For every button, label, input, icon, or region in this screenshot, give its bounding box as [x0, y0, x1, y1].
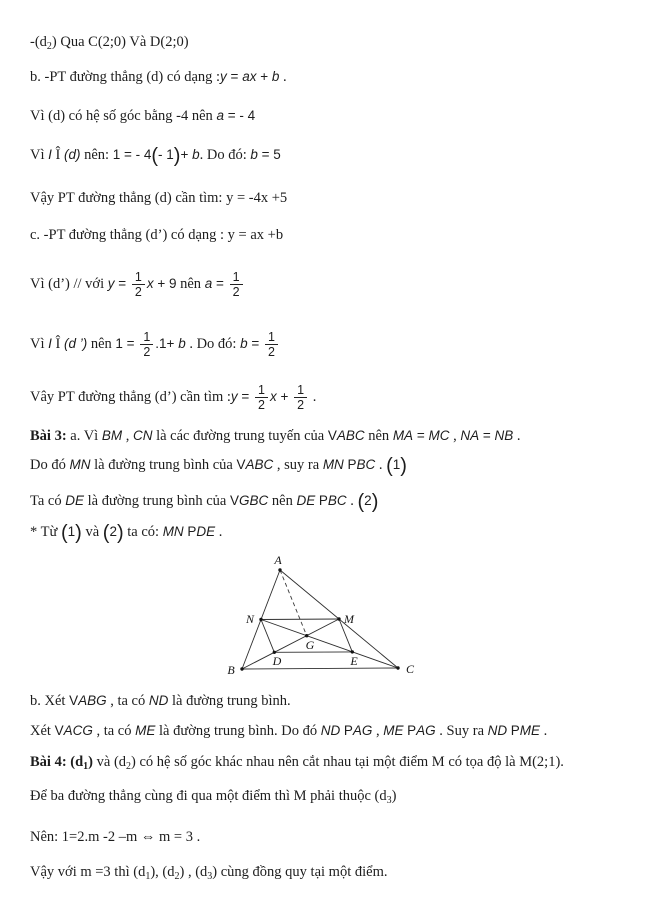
- text-run: DE: [65, 493, 84, 508]
- text-run: P: [343, 723, 353, 738]
- text-run: ): [75, 522, 82, 544]
- text-run: .: [540, 723, 548, 739]
- text-run: I: [48, 336, 52, 352]
- text-run: +: [276, 389, 293, 405]
- text-run: P: [318, 493, 328, 508]
- text-run: Để ba đường thẳng cùng đi qua một điểm thì M phải thuộc (d: [30, 788, 387, 804]
- text-run: MN: [322, 457, 344, 472]
- text-run: ME: [519, 723, 541, 738]
- text-run: . Suy ra: [435, 723, 488, 739]
- figure-label-A: A: [274, 553, 282, 567]
- text-run: ND: [487, 723, 508, 738]
- text-run: P: [510, 723, 520, 738]
- text-run: 1: [67, 524, 76, 539]
- text-run: Vì (d) có hệ số góc bằng -4 nên: [30, 108, 217, 124]
- text-run: ,: [449, 428, 461, 444]
- point-B: [240, 667, 243, 670]
- text-run: MC: [428, 428, 450, 443]
- text-run: ,: [122, 428, 133, 444]
- text-run: b: [240, 336, 248, 352]
- text-run: MA: [392, 428, 414, 443]
- text-run: a: [204, 276, 213, 292]
- line-bai3-a: [30, 427, 521, 445]
- text-run: 2: [126, 761, 132, 772]
- text-run: = - 4: [223, 108, 256, 123]
- line-vay-pt-d-prime: [30, 383, 316, 413]
- point-M: [337, 617, 340, 620]
- text-run: ME: [383, 723, 404, 738]
- line-vay-voi-m-3: [30, 863, 387, 884]
- text-run: nên: [87, 336, 116, 353]
- fraction: $\frac{1}{2}$: [265, 330, 278, 360]
- text-run: , suy ra: [273, 457, 323, 473]
- text-run: c. -PT đường thẳng (d’) có dạng : y = ax +b: [30, 227, 284, 243]
- fraction: $\frac{1}{2}$: [294, 383, 307, 413]
- text-run: ): [371, 491, 379, 513]
- text-run: Î: [51, 336, 64, 353]
- line-nen-m-bang-3: [30, 828, 200, 846]
- text-run: +: [256, 69, 272, 84]
- text-run: .: [513, 428, 521, 444]
- line-c-pt-duong-thang-d-prime: [30, 226, 283, 244]
- text-run: Î: [51, 147, 64, 163]
- text-run: là đường trung bình.: [168, 693, 291, 709]
- text-run: và (d: [93, 754, 127, 770]
- text-run: MN: [162, 524, 184, 539]
- text-run: nên: [176, 276, 205, 293]
- text-run: V: [327, 428, 337, 443]
- text-run: ta có:: [123, 524, 163, 540]
- text-run: Vì: [30, 336, 49, 353]
- text-run: Xét: [30, 723, 55, 739]
- text-run: , ta có: [106, 693, 149, 709]
- text-run: ABG: [78, 693, 107, 708]
- text-run: b: [192, 147, 200, 162]
- fraction: $\frac{1}{2}$: [255, 383, 268, 413]
- text-run: V: [236, 457, 246, 472]
- text-run: nên: [364, 428, 393, 444]
- text-run: là đường trung bình của: [83, 493, 230, 509]
- text-run: V: [54, 723, 64, 738]
- text-run: Ta có: [30, 493, 66, 509]
- text-run: x: [270, 389, 277, 405]
- text-run: a: [216, 108, 224, 123]
- text-run: ) , (d: [179, 864, 208, 880]
- text-run: Vì: [30, 147, 49, 163]
- line-b-xet-abg: [30, 692, 291, 710]
- text-run: .: [215, 524, 223, 540]
- text-run: b: [271, 69, 280, 84]
- figure-label-N: N: [245, 612, 255, 626]
- line-d2-points: [30, 33, 189, 54]
- text-run: ABC: [336, 428, 365, 443]
- text-run: DE: [296, 493, 316, 508]
- text-run: ND: [320, 723, 341, 738]
- text-run: . Do đó:: [185, 336, 241, 353]
- text-run: 1: [392, 457, 401, 472]
- text-run: =: [413, 428, 429, 443]
- edge-BC: [242, 668, 398, 669]
- line-bai4: [30, 753, 564, 774]
- text-run: ) Qua C(2;0) Và D(2;0): [51, 34, 189, 50]
- figure-label-M: M: [344, 612, 354, 626]
- text-run: ) cùng đồng quy tại một điểm.: [212, 864, 388, 880]
- text-run: ), (d: [150, 864, 175, 880]
- text-run: =: [114, 276, 130, 292]
- text-run: x: [146, 276, 154, 292]
- text-run: V: [229, 493, 239, 508]
- text-run: . Do đó:: [199, 147, 251, 163]
- text-run: (d): [63, 147, 81, 162]
- text-run: + 9: [153, 276, 177, 292]
- edge-ND: [261, 620, 274, 653]
- point-G: [305, 634, 308, 637]
- text-run: là đường trung bình của: [90, 457, 237, 473]
- text-run: Vậy PT đường thẳng (d) cần tìm: y = -4x +5: [30, 190, 288, 206]
- text-run: .: [346, 493, 358, 509]
- line-he-so-goc: [30, 107, 255, 125]
- text-run: ): [88, 754, 94, 770]
- text-run: Nên: 1=2.m -2 –m ⇔ m = 3 .: [30, 829, 201, 845]
- text-run: =: [237, 389, 254, 405]
- line-i-thuoc-d-prime: [30, 330, 280, 360]
- point-N: [259, 618, 262, 621]
- text-run: y: [107, 276, 115, 292]
- text-run: 2: [364, 493, 372, 508]
- text-run: ) có hệ số góc khác nhau nên cắt nhau tại một điểm M có tọa độ là M(2;1).: [131, 754, 564, 770]
- line-tu-1-va-2: [30, 523, 222, 543]
- text-run: ): [400, 455, 407, 477]
- text-run: 3: [207, 871, 213, 882]
- text-run: Bài 4: (d: [30, 754, 84, 770]
- text-run: (: [357, 491, 365, 513]
- text-run: ND: [148, 693, 169, 708]
- text-run: b. Xét: [30, 693, 70, 709]
- text-run: ax: [242, 69, 257, 84]
- line-d-prime-song-song: [30, 270, 245, 300]
- fraction: $\frac{1}{2}$: [140, 330, 153, 360]
- text-run: (: [60, 522, 68, 544]
- line-xet-acg: [30, 722, 547, 740]
- line-b-pt-duong-thang-d: [30, 68, 287, 86]
- text-run: (: [151, 145, 159, 167]
- geometry-figure-container: [222, 553, 422, 688]
- figure-label-B: B: [227, 663, 235, 677]
- text-run: ,: [372, 723, 384, 739]
- text-run: Vậy với m =3 thì (d: [30, 864, 146, 880]
- text-run: 2: [46, 41, 52, 52]
- fraction: $\frac{1}{2}$: [230, 270, 243, 300]
- text-run: ACG: [63, 723, 93, 738]
- text-run: nên: [268, 493, 297, 509]
- edge-AG-dashed: [280, 570, 307, 636]
- text-run: I: [48, 147, 52, 162]
- line-do-do-mn: [30, 456, 407, 476]
- text-run: =: [479, 428, 495, 443]
- text-run: P: [347, 457, 357, 472]
- figure-label-G: G: [305, 638, 315, 652]
- text-run: (: [102, 522, 110, 544]
- text-run: 2: [109, 524, 117, 539]
- text-run: * Từ: [30, 524, 61, 540]
- text-run: b. -PT đường thẳng (d) có dạng :: [30, 69, 221, 85]
- text-run: Vây PT đường thẳng (d’) cần tìm :: [30, 389, 231, 406]
- text-run: Bài 3:: [30, 428, 67, 444]
- text-run: Do đó: [30, 457, 70, 473]
- fraction: $\frac{1}{2}$: [132, 270, 145, 300]
- text-run: = 5: [257, 147, 281, 162]
- text-run: GBC: [239, 493, 269, 508]
- text-run: NB: [494, 428, 514, 443]
- text-run: =: [226, 69, 243, 84]
- text-run: y: [220, 69, 227, 84]
- text-run: +: [180, 147, 193, 162]
- text-run: 2: [174, 871, 180, 882]
- text-run: ): [116, 522, 124, 544]
- text-run: =: [247, 336, 263, 352]
- point-A: [278, 568, 281, 571]
- text-run: BC: [327, 493, 347, 508]
- line-i-thuoc-d: [30, 146, 281, 166]
- text-run: P: [187, 524, 197, 539]
- text-run: NA: [460, 428, 480, 443]
- text-run: 1 = - 4: [112, 147, 152, 162]
- text-run: AG: [352, 723, 373, 738]
- text-run: =: [212, 276, 228, 292]
- text-run: .1+: [155, 336, 179, 352]
- text-run: .: [375, 457, 387, 473]
- edge-CN-median: [261, 620, 398, 669]
- text-run: DE: [196, 524, 216, 539]
- text-run: a. Vì: [66, 428, 102, 444]
- text-run: - 1: [158, 147, 174, 162]
- text-run: -(d: [30, 34, 47, 50]
- text-run: .: [309, 389, 317, 406]
- text-run: nên:: [80, 147, 113, 163]
- text-run: là đường trung bình. Do đó: [155, 723, 321, 739]
- text-run: , ta có: [92, 723, 136, 739]
- edge-BM-median: [242, 619, 339, 669]
- line-ta-co-de: [30, 492, 378, 512]
- text-run: và: [81, 524, 103, 540]
- text-run: MN: [69, 457, 91, 472]
- figure-label-C: C: [405, 662, 415, 676]
- text-run: Vì (d’) // với: [30, 276, 108, 293]
- text-run: (d ’): [63, 336, 88, 352]
- text-run: là các đường trung tuyến của: [152, 428, 328, 444]
- text-run: V: [69, 693, 79, 708]
- text-run: ABC: [245, 457, 274, 472]
- text-run: 3: [386, 795, 392, 806]
- text-run: (: [386, 455, 393, 477]
- text-run: y: [230, 389, 238, 405]
- text-run: b: [250, 147, 258, 162]
- text-run: .: [279, 69, 287, 85]
- text-run: ): [173, 145, 181, 167]
- geometry-figure: [222, 553, 422, 688]
- text-run: BC: [356, 457, 376, 472]
- text-run: BM: [101, 428, 123, 443]
- figure-label-D: D: [272, 654, 282, 668]
- text-run: ME: [135, 723, 156, 738]
- line-vay-pt-d: [30, 189, 287, 207]
- line-de-ba-duong-thang: [30, 787, 396, 808]
- text-run: 1 =: [115, 336, 139, 352]
- text-run: ): [391, 788, 397, 804]
- text-run: CN: [132, 428, 153, 443]
- text-run: 1: [83, 761, 89, 772]
- text-run: b: [178, 336, 186, 352]
- text-run: AG: [416, 723, 436, 738]
- point-C: [396, 666, 399, 669]
- text-run: P: [407, 723, 417, 738]
- figure-label-E: E: [350, 654, 358, 668]
- text-run: 1: [145, 871, 151, 882]
